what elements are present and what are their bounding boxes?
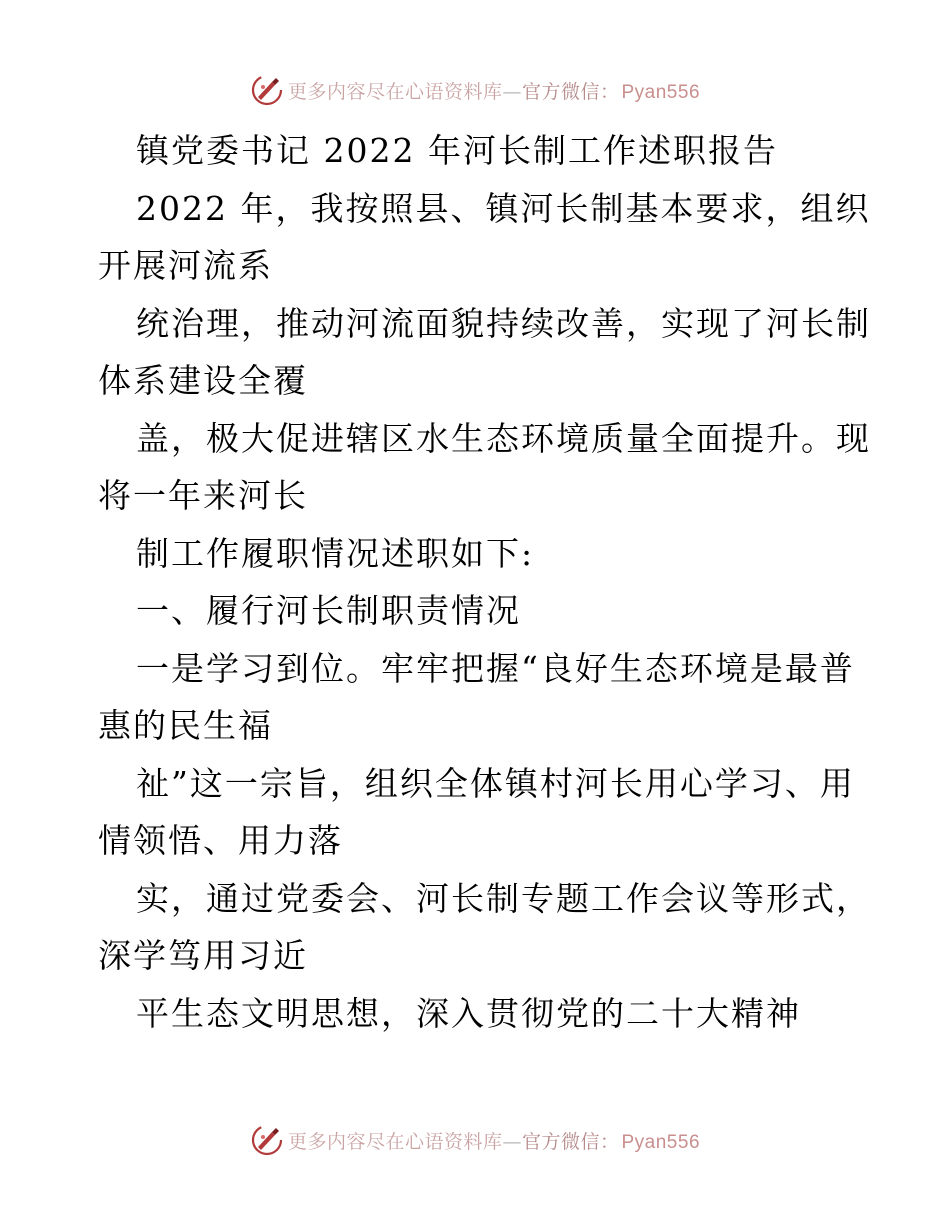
body-text-line: 情领悟、用力落 [98,821,343,860]
body-text-line: 一是学习到位。牢牢把握“良好生态环境是最普 [136,648,855,688]
watermark-handle: Pyan556 [621,1131,701,1153]
document-body [98,122,871,1042]
body-text-line: 统治理，推动河流面貌持续改善，实现了河长制 [136,303,871,343]
watermark-handle: Pyan556 [621,81,701,103]
body-text-line: 开展河流系 [98,246,273,285]
watermark-separator: — [502,80,522,103]
pen-swirl-logo-icon [250,73,284,107]
body-text-line: 平生态文明思想，深入贯彻党的二十大精神 [136,993,801,1033]
body-text-line: 祉”这一宗旨，组织全体镇村河长用心学习、用 [136,763,855,803]
body-text-line: 2022 年，我按照县、镇河长制基本要求，组织 [136,188,871,228]
body-text-line: 体系建设全覆 [98,361,308,400]
watermark-brand: 更多内容尽在心语资料库 [287,1130,503,1153]
watermark-contact-label: 官方微信： [521,1130,620,1153]
body-text-line: 制工作履职情况述职如下: [136,533,535,573]
body-text-line: 一、履行河长制职责情况 [136,591,521,630]
header-watermark [0,70,950,110]
document-title: 镇党委书记 2022 年河长制工作述职报告 [136,131,778,170]
pen-swirl-logo-icon [250,1123,284,1157]
body-text-line: 深学笃用习近 [98,936,308,975]
body-text-line: 将一年来河长 [98,476,308,515]
body-text-line: 实，通过党委会、河长制专题工作会议等形式， [136,878,871,918]
watermark-brand: 更多内容尽在心语资料库 [287,80,503,103]
watermark-separator: — [502,1130,522,1153]
watermark-contact-label: 官方微信： [521,80,620,103]
footer-watermark [0,1120,950,1160]
body-text-line: 惠的民生福 [98,706,273,745]
body-text-line: 盖，极大促进辖区水生态环境质量全面提升。现 [136,418,871,458]
